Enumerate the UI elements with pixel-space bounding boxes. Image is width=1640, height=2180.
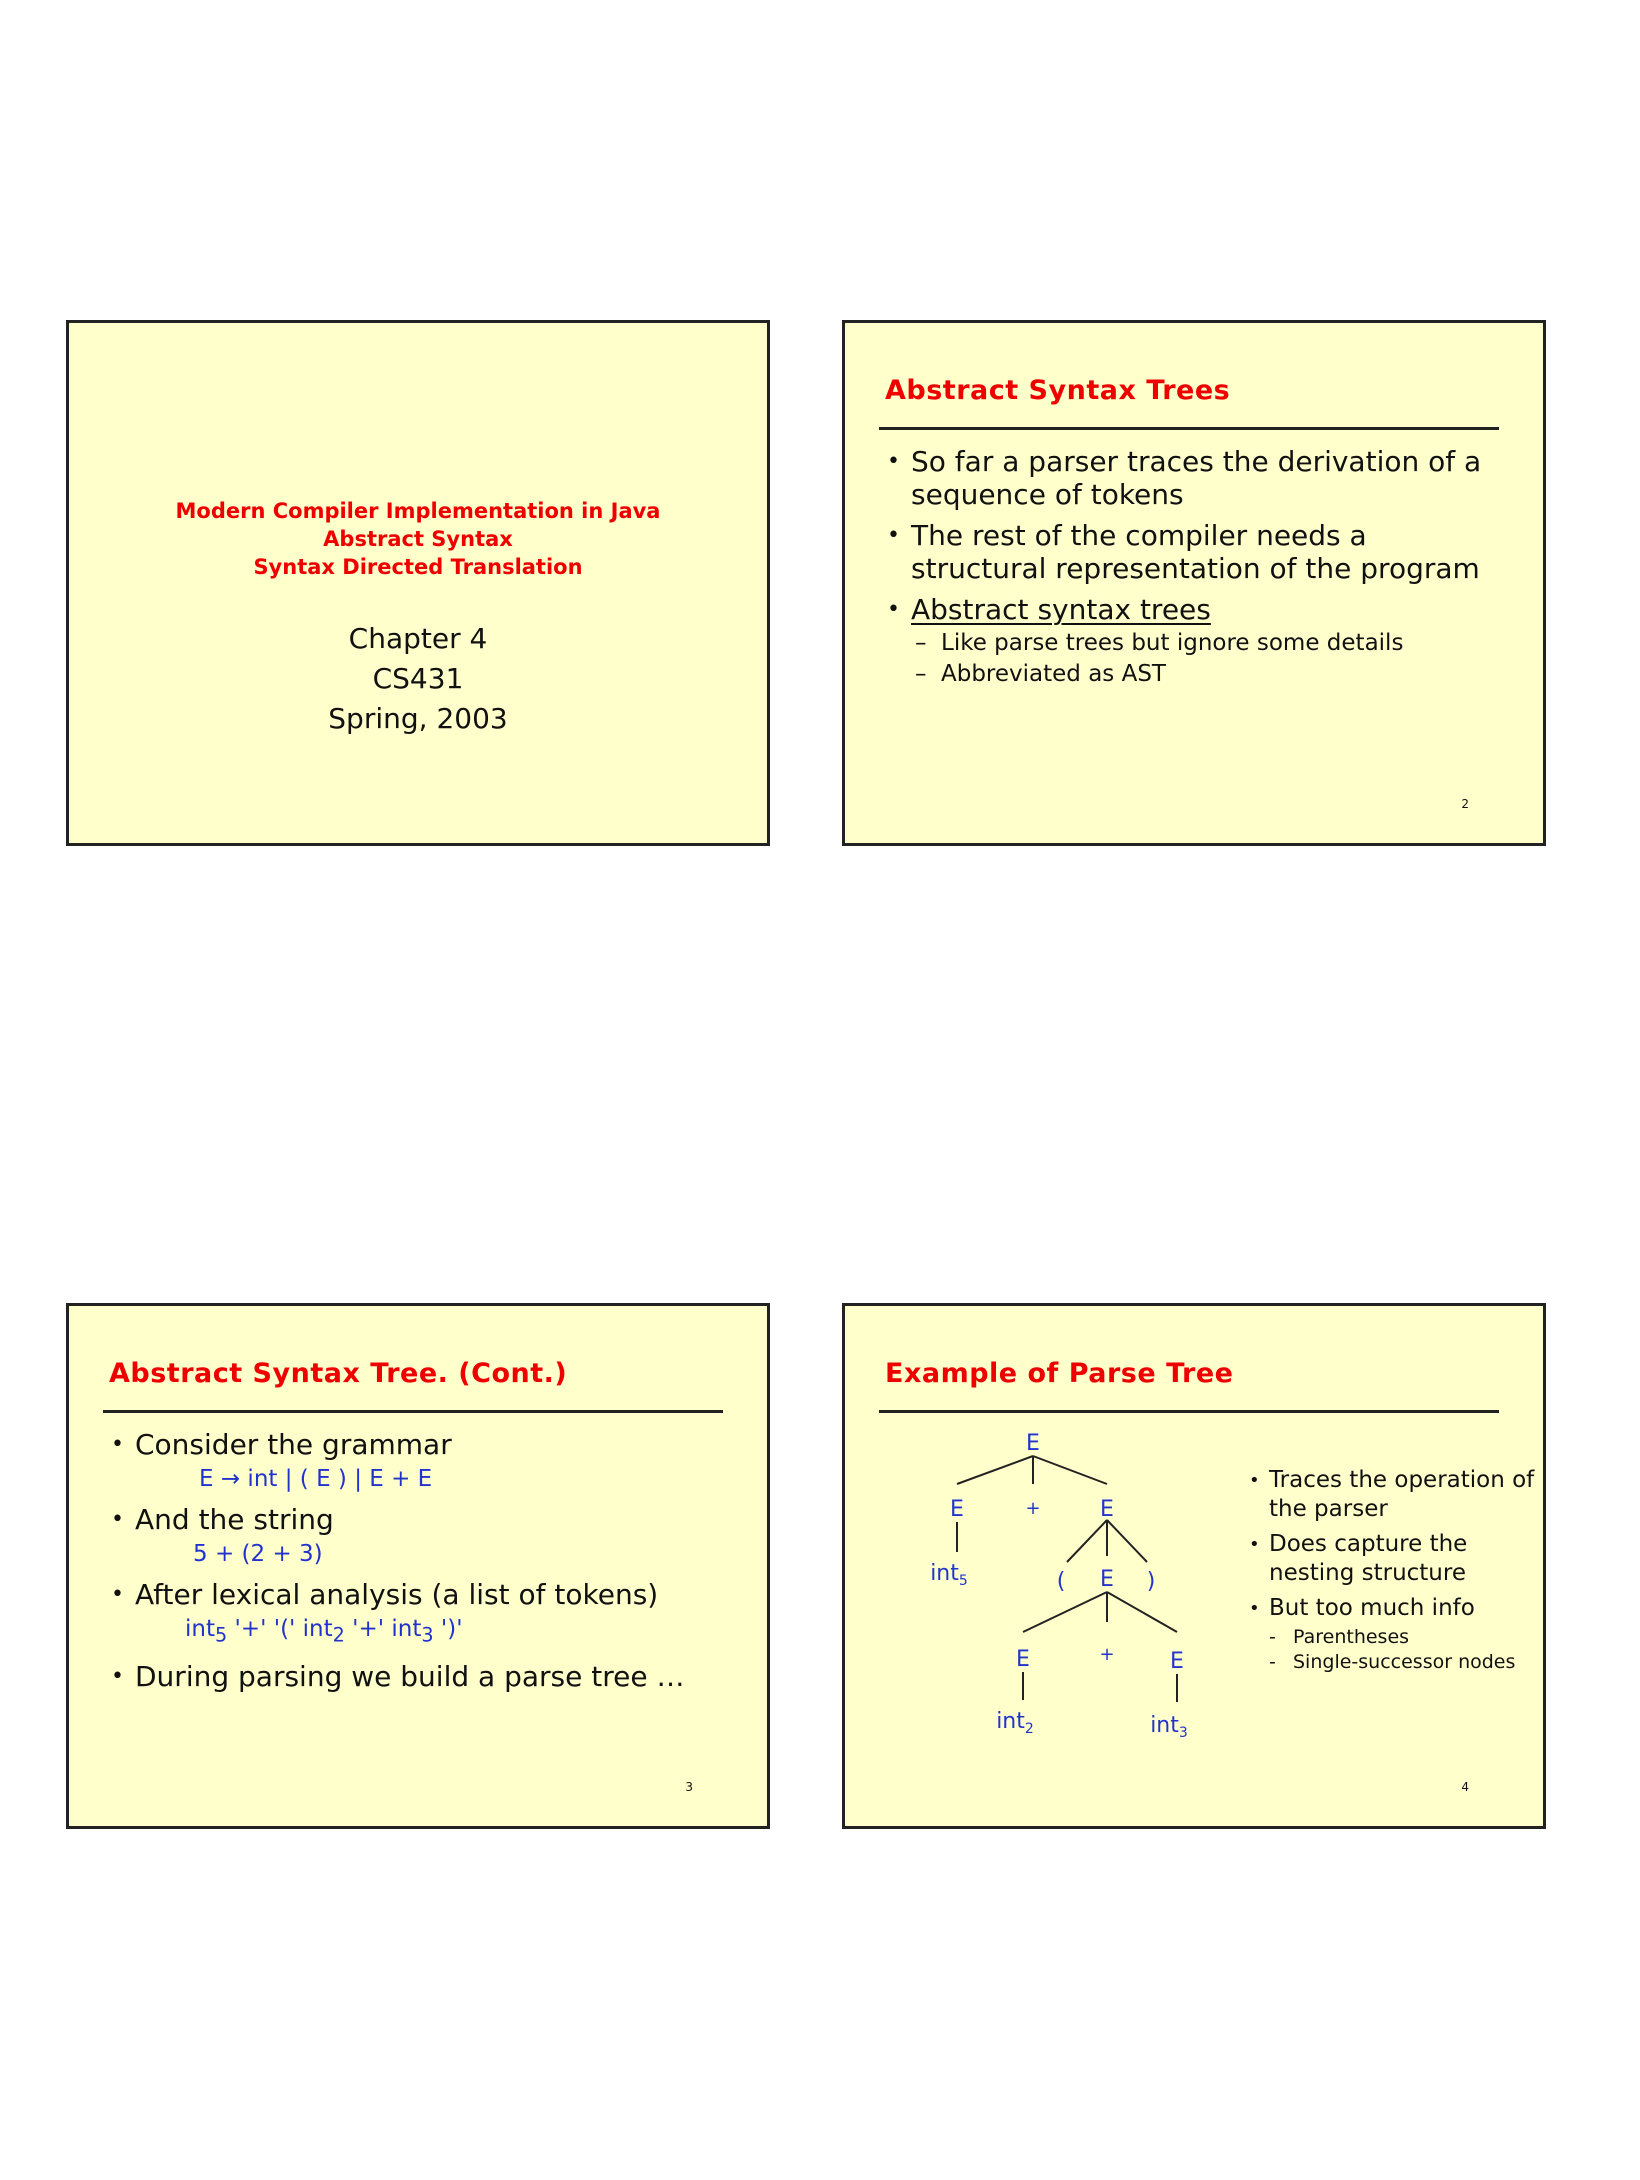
node-E: E bbox=[950, 1497, 964, 1522]
course-title bbox=[69, 497, 767, 581]
bullet: • Consider the grammar bbox=[107, 1428, 727, 1461]
bullet: • Traces the operation of the parser bbox=[1245, 1466, 1535, 1524]
bullet: • Does capture the nesting structure bbox=[1245, 1530, 1535, 1588]
grammar-rule: E → int | ( E ) | E + E bbox=[199, 1466, 433, 1492]
bullet-list bbox=[1245, 1466, 1535, 1675]
title-line: Modern Compiler Implementation in Java bbox=[175, 499, 661, 523]
bullet: • During parsing we build a parse tree … bbox=[107, 1660, 727, 1693]
course-info bbox=[69, 619, 767, 739]
slide-1-title bbox=[66, 320, 770, 846]
parse-tree-diagram bbox=[885, 1426, 1225, 1766]
slide-title: Example of Parse Tree bbox=[885, 1358, 1234, 1389]
node-plus: + bbox=[1099, 1644, 1115, 1665]
node-plus: + bbox=[1025, 1498, 1041, 1519]
title-divider bbox=[879, 427, 1499, 430]
input-string: 5 + (2 + 3) bbox=[193, 1541, 323, 1567]
bullet: • Abstract syntax trees bbox=[883, 593, 1503, 626]
course-line: CS431 bbox=[372, 662, 464, 695]
bullet: • The rest of the compiler needs a structural representation of the program bbox=[883, 519, 1503, 585]
slide-4 bbox=[842, 1303, 1546, 1829]
edge bbox=[1023, 1592, 1107, 1632]
node-root-E: E bbox=[1026, 1431, 1040, 1456]
slide-3 bbox=[66, 1303, 770, 1829]
sub-bullet: - Single-successor nodes bbox=[1245, 1650, 1535, 1675]
node-int3: int$_3$ bbox=[1150, 1713, 1188, 1741]
node-rparen: ) bbox=[1146, 1569, 1156, 1594]
title-line: Abstract Syntax bbox=[323, 527, 513, 551]
bullet: • After lexical analysis (a list of tokens) bbox=[107, 1578, 727, 1611]
title-divider bbox=[103, 1410, 723, 1413]
sub-bullet: - Parentheses bbox=[1245, 1625, 1535, 1650]
slide-2 bbox=[842, 320, 1546, 846]
page-number: 3 bbox=[685, 1780, 693, 1794]
slide-title: Abstract Syntax Tree. (Cont.) bbox=[109, 1358, 568, 1389]
bullet: • But too much info bbox=[1245, 1594, 1535, 1623]
edge bbox=[1033, 1456, 1107, 1484]
title-line: Syntax Directed Translation bbox=[253, 555, 583, 579]
sub-bullet: – Like parse trees but ignore some details bbox=[883, 628, 1503, 659]
node-E: E bbox=[1100, 1567, 1114, 1592]
term-line: Spring, 2003 bbox=[328, 702, 508, 735]
node-int2: int$_2$ bbox=[996, 1709, 1034, 1737]
slide-title: Abstract Syntax Trees bbox=[885, 375, 1231, 406]
page-number: 2 bbox=[1461, 797, 1469, 811]
tree-edges bbox=[957, 1456, 1177, 1702]
edge bbox=[1107, 1592, 1177, 1632]
bullet: • And the string bbox=[107, 1503, 727, 1536]
node-lparen: ( bbox=[1056, 1569, 1066, 1594]
node-int5: int$_5$ bbox=[930, 1561, 968, 1589]
bullet-list bbox=[107, 1428, 727, 1701]
chapter-line: Chapter 4 bbox=[348, 622, 488, 655]
node-E: E bbox=[1170, 1649, 1184, 1674]
sub-bullet: – Abbreviated as AST bbox=[883, 659, 1503, 690]
node-E: E bbox=[1016, 1647, 1030, 1672]
edge bbox=[1107, 1520, 1147, 1562]
token-list: int$_5$ '+' '(' int$_2$ '+' int$_3$ ')' bbox=[185, 1616, 463, 1647]
bullet-list bbox=[883, 445, 1503, 690]
page-number: 4 bbox=[1461, 1780, 1469, 1794]
bullet: • So far a parser traces the derivation of a sequence of tokens bbox=[883, 445, 1503, 511]
edge bbox=[1067, 1520, 1107, 1562]
title-divider bbox=[879, 1410, 1499, 1413]
edge bbox=[957, 1456, 1033, 1484]
node-E: E bbox=[1100, 1497, 1114, 1522]
